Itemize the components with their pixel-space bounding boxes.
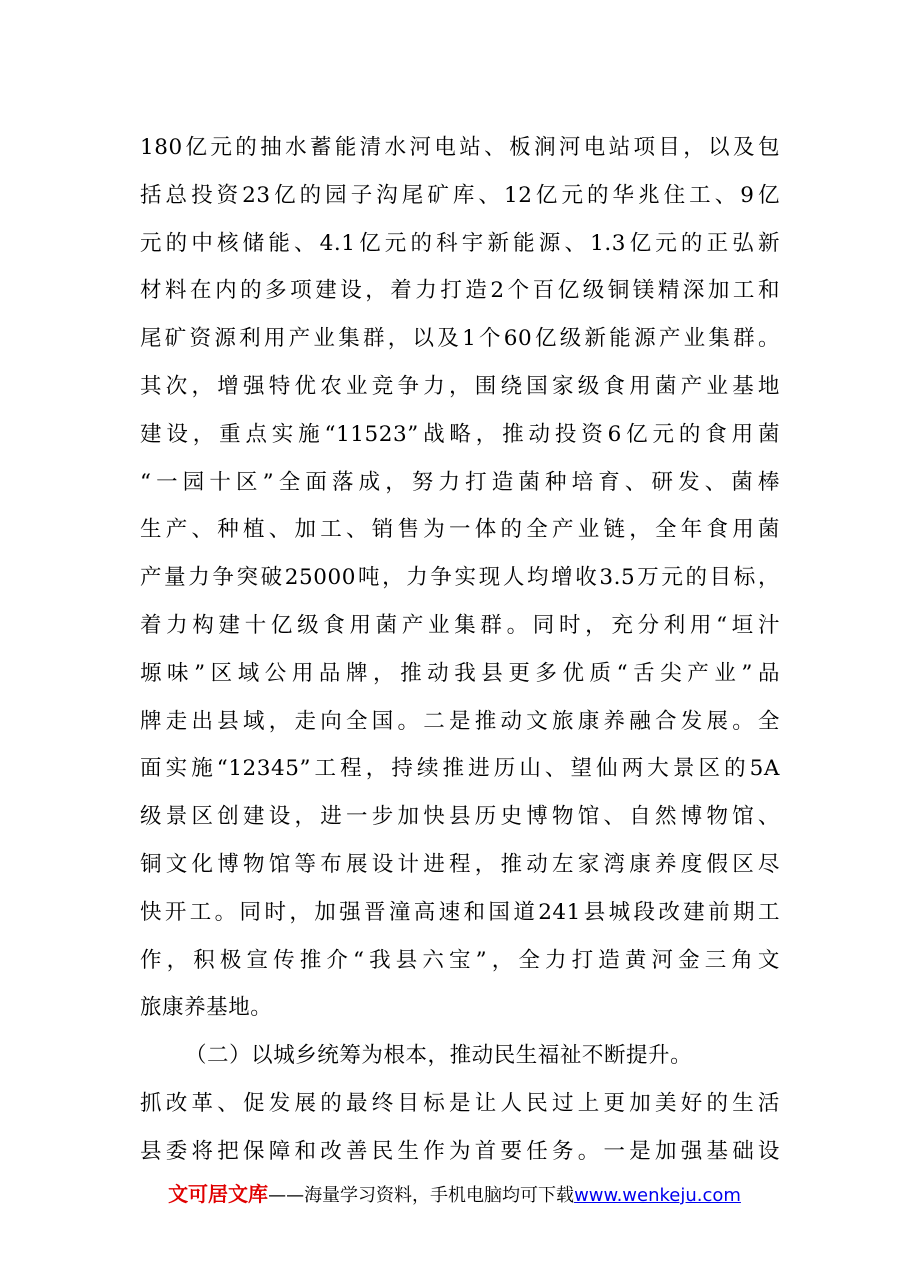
text-line: “一园十区”全面落成，努力打造菌种培育、研发、菌棒 [140,469,780,495]
text-line: 尾矿资源利用产业集群，以及1个60亿级新能源产业集群。 [140,326,780,352]
text-line: 级景区创建设，进一步加快县历史博物馆、自然博物馆、 [140,804,780,830]
text-line: 抓改革、促发展的最终目标是让人民过上更加美好的生活 [140,1090,780,1116]
text-line: 铜文化博物馆等布展设计进程，推动左家湾康养度假区尽 [140,851,780,877]
footer-brand: 文可居文库 [168,1182,269,1206]
text-line: 县委将把保障和改善民生作为首要任务。一是加强基础设 [140,1138,780,1164]
text-line: 产量力争突破25000吨，力争实现人均增收3.5万元的目标， [140,565,780,591]
text-line: 元的中核储能、4.1亿元的科宇新能源、1.3亿元的正弘新 [140,230,780,256]
text-line: 牌走出县域，走向全国。二是推动文旅康养融合发展。全 [140,708,780,734]
text-line: 快开工。同时，加强晋潼高速和国道241县城段改建前期工 [140,899,780,925]
footer-banner [0,1180,909,1210]
text-line: 材料在内的多项建设，着力打造2个百亿级铜镁精深加工和 [140,278,780,304]
text-line: 180亿元的抽水蓄能清水河电站、板涧河电站项目，以及包 [140,135,780,160]
text-line: 旅康养基地。 [140,995,273,1021]
text-line: 塬味”区域公用品牌，推动我县更多优质“舌尖产业”品 [140,660,780,686]
section-heading: （二）以城乡统筹为根本，推动民生福祉不断提升。 [185,1043,693,1069]
text-line: 建设，重点实施“11523”战略，推动投资6亿元的食用菌 [140,421,780,447]
footer-tagline: ——海量学习资料，手机电脑均可下载 [268,1185,575,1206]
body-text [140,124,780,1176]
text-line: 括总投资23亿的园子沟尾矿库、12亿元的华兆住工、9亿 [140,182,780,208]
footer-link[interactable]: www.wenkeju.com [574,1185,741,1206]
text-line: 着力构建十亿级食用菌产业集群。同时，充分利用“垣汁 [140,612,780,638]
text-line: 其次，增强特优农业竞争力，围绕国家级食用菌产业基地 [140,373,780,399]
text-line: 面实施“12345”工程，持续推进历山、望仙两大景区的5A [140,756,780,782]
text-line: 作，积极宣传推介“我县六宝”，全力打造黄河金三角文 [140,947,780,973]
text-line: 生产、种植、加工、销售为一体的全产业链，全年食用菌 [140,517,780,543]
